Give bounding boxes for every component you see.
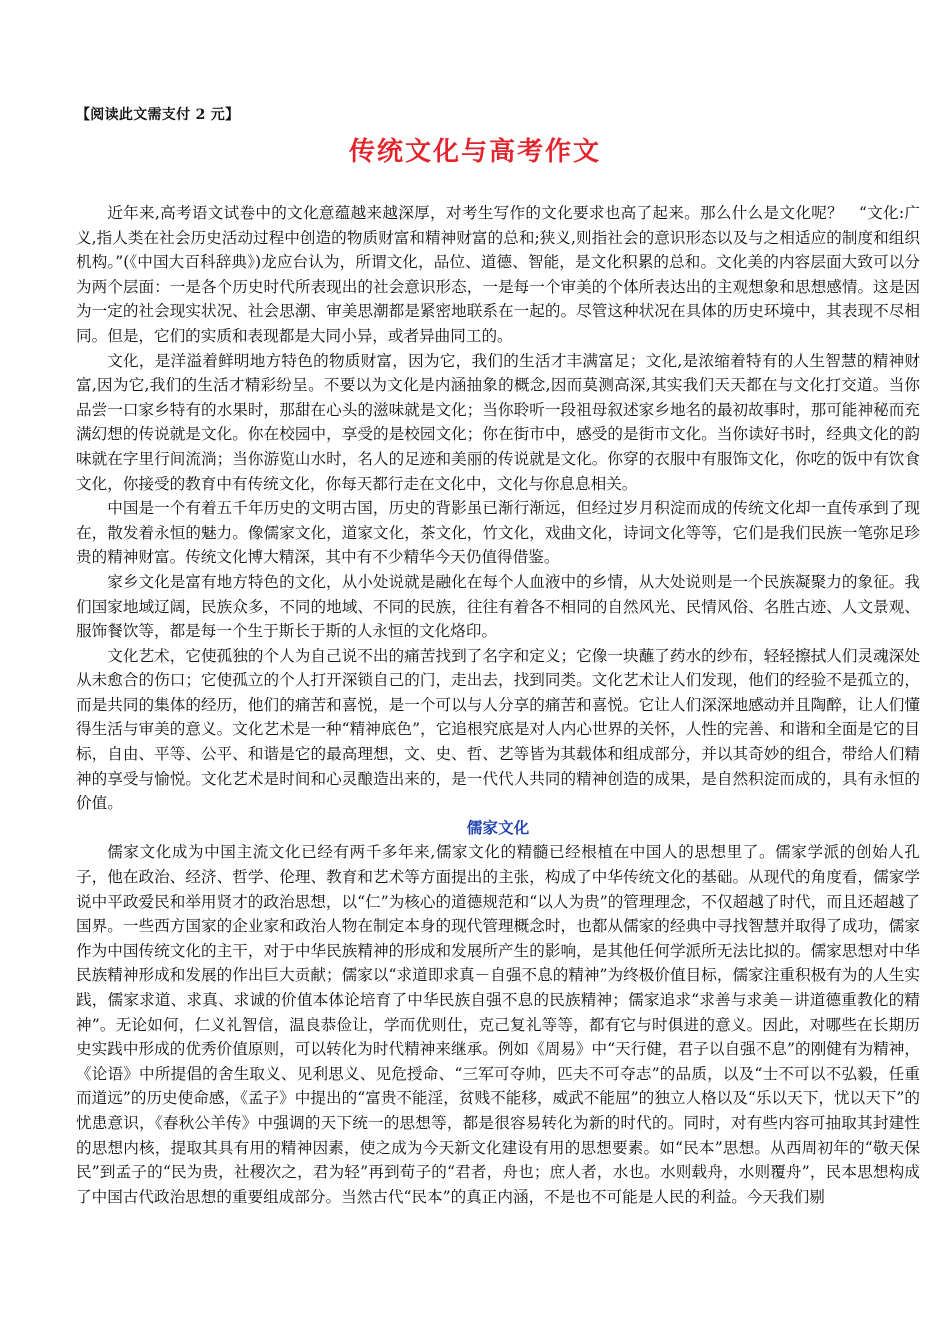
article-title: 传统文化与高考作文	[348, 137, 601, 167]
body-paragraph: 文化，是洋溢着鲜明地方特色的物质财富，因为它，我们的生活才丰满富足；文化,是浓缩着特有的人生智慧的精神财富,因为它,我们的生活才精彩纷呈。不要以为文化是内涵抽象的概念,因而莫测高深,其实我们天天都在与文化打交道。当你品尝一口家乡特有的水果时，那甜在心头的滋味就是文化；当你聆听一段祖母叙述家乡地名的最初故事时，那可能神秘而充满幻想的传说就是文化。你在校园中，享受的是校园文化；你在街市中，感受的是街市文化。当你读好书时，经典文化的韵味就在字里行间流淌；当你游览山水时，名人的足迹和美丽的传说就是文化。你穿的衣服中有服饰文化，你吃的饭中有饮食文化，你接受的教育中有传统文化，你每天都行走在文化中，文化与你息息相关。	[76, 351, 920, 493]
body-paragraph: 儒家文化成为中国主流文化已经有两千多年来,儒家文化的精髓已经根植在中国人的思想里了。儒家学派的创始人孔子，他在政治、经济、哲学、伦理、教育和艺术等方面提出的主张，构成了中华传统文化的基础。从现代的角度看，儒家学说中平政爱民和举用贤才的政治思想，以“仁”为核心的道德规范和“以人为贵”的管理理念，不仅超越了时代，而且还超越了国界。一些西方国家的企业家和政治人物在制定本身的现代管理概念时，也都从儒家的经典中寻找智慧并取得了成功，儒家作为中国传统文化的主干，对于中华民族精神的形成和发展所产生的影响，是其他任何学派所无法比拟的。儒家思想对中华民族精神形成和发展的作出巨大贡献；儒家以“求道即求真－自强不息的精神”为终极价值目标，儒家注重积极有为的人生实践，儒家求道、求真、求诚的价值本体论培育了中华民族自强不息的民族精神；儒家追求“求善与求美－讲道德重教化的精神”。无论如何，仁义礼智信，温良恭俭让，学而优则仕，克己复礼等等，都有它与时俱进的意义。因此，对哪些在长期历史实践中形成的优秀价值原则，可以转化为时代精神来继承。例如《周易》中“天行健，君子以自强不息”的刚健有为精神，《论语》中所提倡的舍生取义、见利思义、见危授命、“三军可夺帅，匹夫不可夺志”的品质，以及“士不可以不弘毅，任重而道远”的历史使命感，《孟子》中提出的“富贵不能淫，贫贱不能移，威武不能屈”的独立人格以及“乐以天下，忧以天下”的忧患意识，《春秋公羊传》中强调的天下统一的思想等，都是很容易转化为新的时代的。同时，对有些内容可抽取其封建性的思想内核，提取其具有用的精神因素，使之成为今天新文化建设有用的思想要素。如“民本”思想。从西周初年的“敬天保民”到孟子的“民为贵，社稷次之，君为轻”再到荀子的“君者，舟也；庶人者，水也。水则载舟，水则覆舟”，民本思想构成了中国古代政治思想的重要组成部分。当然古代“民本”的真正内涵，不是也不可能是人民的利益。今天我们剔	[76, 843, 920, 1206]
body-paragraph: 近年来,高考语文试卷中的文化意蕴越来越深厚，对考生写作的文化要求也高了起来。那么什么是文化呢？ “文化:广义,指人类在社会历史活动过程中创造的物质财富和精神财富的总和;狭义,则指社会的意识形态以及与之相适应的制度和组织机构。”(《中国大百科辞典》)龙应台认为，所谓文化，品位、道德、智能，是文化积累的总和。文化美的内容层面大致可以分为两个层面：一是各个历史时代所表现出的社会意识形态，一是每一个审美的个体所表达出的主观想象和思想感情。这是因为一定的社会现实状况、社会思潮、审美思潮都是紧密地联系在一起的。尽管这种状况在具体的历史环境中，其表现不尽相同。但是，它们的实质和表现都是大同小异，或者异曲同工的。	[76, 204, 920, 345]
payment-notice: 【阅读此文需支付 2 元】	[76, 107, 240, 123]
body-paragraph: 家乡文化是富有地方特色的文化，从小处说就是融化在每个人血液中的乡情，从大处说则是一个民族凝聚力的象征。我们国家地域辽阔，民族众多，不同的地域、不同的民族，往往有着各不相同的自然风光、民情风俗、名胜古迹、人文景观、服饰餐饮等，都是每一个生于斯长于斯的人永恒的文化烙印。	[76, 572, 920, 641]
section-heading: 儒家文化	[466, 817, 530, 837]
body-paragraph: 文化艺术，它使孤独的个人为自己说不出的痛苦找到了名字和定义；它像一块蘸了药水的纱布，轻轻擦拭人们灵魂深处从未愈合的伤口；它使孤立的个人打开深锁自己的门，走出去，找到同类。文化艺术让人们发现，他们的经验不是孤立的，而是共同的集体的经历，他们的痛苦和喜悦，是一个可以与人分享的痛苦和喜悦。它让人们深深地感动并且陶醉，让人们懂得生活与审美的意义。文化艺术是一种“精神底色”，它追根究底是对人内心世界的关怀，人性的完善、和谐和全面是它的目标，自由、平等、公平、和谐是它的最高理想，文、史、哲、艺等皆为其载体和组成部分，并以其奇妙的组合，带给人们精神的享受与愉悦。文化艺术是时间和心灵酿造出来的，是一代代人共同的精神创造的成果，是自然积淀而成的，具有永恒的价值。	[76, 646, 920, 813]
body-paragraph: 中国是一个有着五千年历史的文明古国，历史的背影虽已渐行渐远，但经过岁月积淀而成的传统文化却一直传承到了现在，散发着永恒的魅力。像儒家文化，道家文化，茶文化，竹文化，戏曲文化，诗词文化等等，它们是我们民族一笔弥足珍贵的精神财富。传统文化博大精深，其中有不少精华今天仍值得借鉴。	[76, 499, 920, 567]
article-body	[76, 201, 920, 1209]
